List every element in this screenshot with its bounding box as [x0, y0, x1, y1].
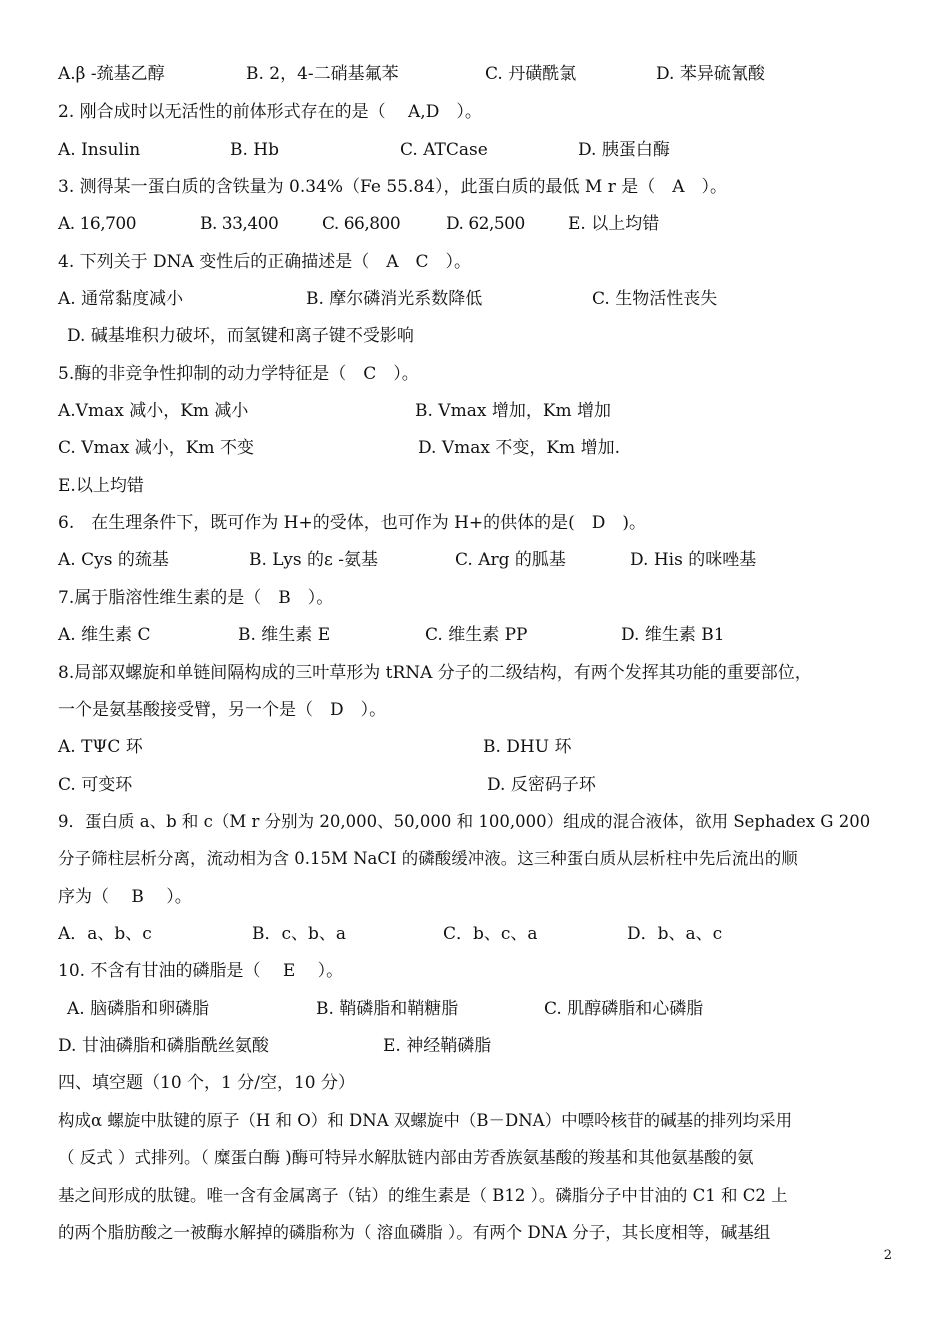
q7-option-c: C. 维生素 PP [425, 625, 528, 645]
q3-option-e: E. 以上均错 [568, 214, 660, 234]
q4-stem: 4. 下列关于 DNA 变性后的正确描述是（ A C ）。 [58, 252, 471, 272]
q10-option-e: E. 神经鞘磷脂 [383, 1036, 492, 1056]
q6-option-d: D. His 的咪唑基 [630, 550, 757, 570]
q10-option-b: B. 鞘磷脂和鞘糖脂 [316, 999, 459, 1019]
q7-stem: 7.属于脂溶性维生素的是（ B ）。 [58, 588, 334, 608]
q6-stem: 6. 在生理条件下，既可作为 H+的受体，也可作为 H+的供体的是( D )。 [58, 513, 647, 533]
q8-option-d: D. 反密码子环 [487, 775, 596, 795]
q9-option-c: C．b、c、a [443, 924, 538, 944]
q10-option-a: A. 脑磷脂和卵磷脂 [67, 999, 210, 1019]
q10-option-c: C. 肌醇磷脂和心磷脂 [544, 999, 704, 1019]
q2-stem: 2. 刚合成时以无活性的前体形式存在的是（ A,D ）。 [58, 102, 482, 122]
q9-stem-line2: 分子筛柱层析分离，流动相为含 0.15M NaCI 的磷酸缓冲液。这三种蛋白质从层析柱中先后流出的顺 [58, 849, 798, 868]
q3-option-c: C. 66,800 [322, 214, 401, 234]
q8-option-a: A. TΨC 环 [58, 737, 143, 757]
q8-option-c: C. 可变环 [58, 775, 133, 795]
q9-option-b: B．c、b、a [252, 924, 347, 944]
q5-option-a: A.Vmax 减小，Km 减小 [58, 401, 249, 421]
section4-paragraph-line3: 基之间形成的肽键。唯一含有金属离子（钴）的维生素是（ B12 ）。磷脂分子中甘油的 C1 和 C2 上 [58, 1186, 788, 1205]
q9-option-a: A．a、b、c [58, 924, 152, 944]
q6-option-b: B. Lys 的ε -氨基 [249, 550, 378, 570]
q7-option-d: D. 维生素 B1 [621, 625, 725, 645]
q5-option-b: B. Vmax 增加，Km 增加 [415, 401, 612, 421]
q4-option-a: A. 通常黏度减小 [58, 289, 184, 309]
q3-stem: 3. 测得某一蛋白质的含铁量为 0.34%（Fe 55.84），此蛋白质的最低 M r 是（ A ）。 [58, 177, 728, 197]
q1-option-a: A.β -巯基乙醇 [58, 64, 165, 84]
q5-stem: 5.酶的非竞争性抑制的动力学特征是（ C ）。 [58, 364, 419, 384]
section4-paragraph-line2: （ 反式 ）式排列。（ 糜蛋白酶 )酶可特异水解肽链内部由芳香族氨基酸的羧基和其他氨基酸的氨 [58, 1148, 754, 1167]
q2-option-d: D. 胰蛋白酶 [578, 140, 670, 160]
q3-option-b: B. 33,400 [200, 214, 279, 234]
q8-stem-line1: 8.局部双螺旋和单链间隔构成的三叶草形为 tRNA 分子的二级结构，有两个发挥其功能的重要部位， [58, 663, 812, 683]
q8-stem-line2: 一个是氨基酸接受臂，另一个是（ D ）。 [58, 700, 387, 720]
section4-paragraph-line4: 的两个脂肪酸之一被酶水解掉的磷脂称为（ 溶血磷脂 ）。有两个 DNA 分子，其长度相等，碱基组 [58, 1223, 771, 1242]
q3-option-d: D. 62,500 [446, 214, 525, 234]
q6-option-a: A. Cys 的巯基 [58, 550, 169, 570]
q3-option-a: A. 16,700 [58, 214, 137, 234]
q6-option-c: C. Arg 的胍基 [455, 550, 566, 570]
q5-option-e: E.以上均错 [58, 476, 144, 496]
q8-option-b: B. DHU 环 [483, 737, 572, 757]
section4-heading: 四、填空题（10 个，1 分/空，10 分） [58, 1073, 356, 1093]
q5-option-d: D. Vmax 不变，Km 增加. [418, 438, 620, 458]
section4-paragraph-line1: 构成α 螺旋中肽键的原子（H 和 O）和 DNA 双螺旋中（B－DNA）中嘌呤核苷的碱基的排列均采用 [58, 1111, 793, 1130]
q5-option-c: C. Vmax 减小，Km 不变 [58, 438, 254, 458]
q9-stem-line3: 序为（ B ）。 [58, 887, 192, 907]
q1-option-b: B. 2，4-二硝基氟苯 [246, 64, 399, 84]
q9-stem-line1: 9．蛋白质 a、b 和 c（M r 分别为 20,000、50,000 和 100,000）组成的混合液体，欲用 Sephadex G 200 [58, 812, 871, 831]
q2-option-c: C. ATCase [400, 140, 488, 160]
q4-option-c: C. 生物活性丧失 [592, 289, 718, 309]
q9-option-d: D．b、a、c [627, 924, 723, 944]
q2-option-a: A. Insulin [58, 140, 141, 160]
q7-option-b: B. 维生素 E [238, 625, 331, 645]
q1-option-c: C. 丹磺酰氯 [485, 64, 577, 84]
q4-option-d: D. 碱基堆积力破坏，而氢键和离子键不受影响 [67, 326, 414, 346]
page-number: 2 [883, 1248, 892, 1263]
q1-option-d: D. 苯异硫氰酸 [656, 64, 765, 84]
q4-option-b: B. 摩尔磷消光系数降低 [306, 289, 483, 309]
q7-option-a: A. 维生素 C [58, 625, 151, 645]
q10-option-d: D. 甘油磷脂和磷脂酰丝氨酸 [58, 1036, 269, 1056]
q10-stem: 10. 不含有甘油的磷脂是（ E ）。 [58, 961, 344, 981]
q2-option-b: B. Hb [230, 140, 280, 160]
